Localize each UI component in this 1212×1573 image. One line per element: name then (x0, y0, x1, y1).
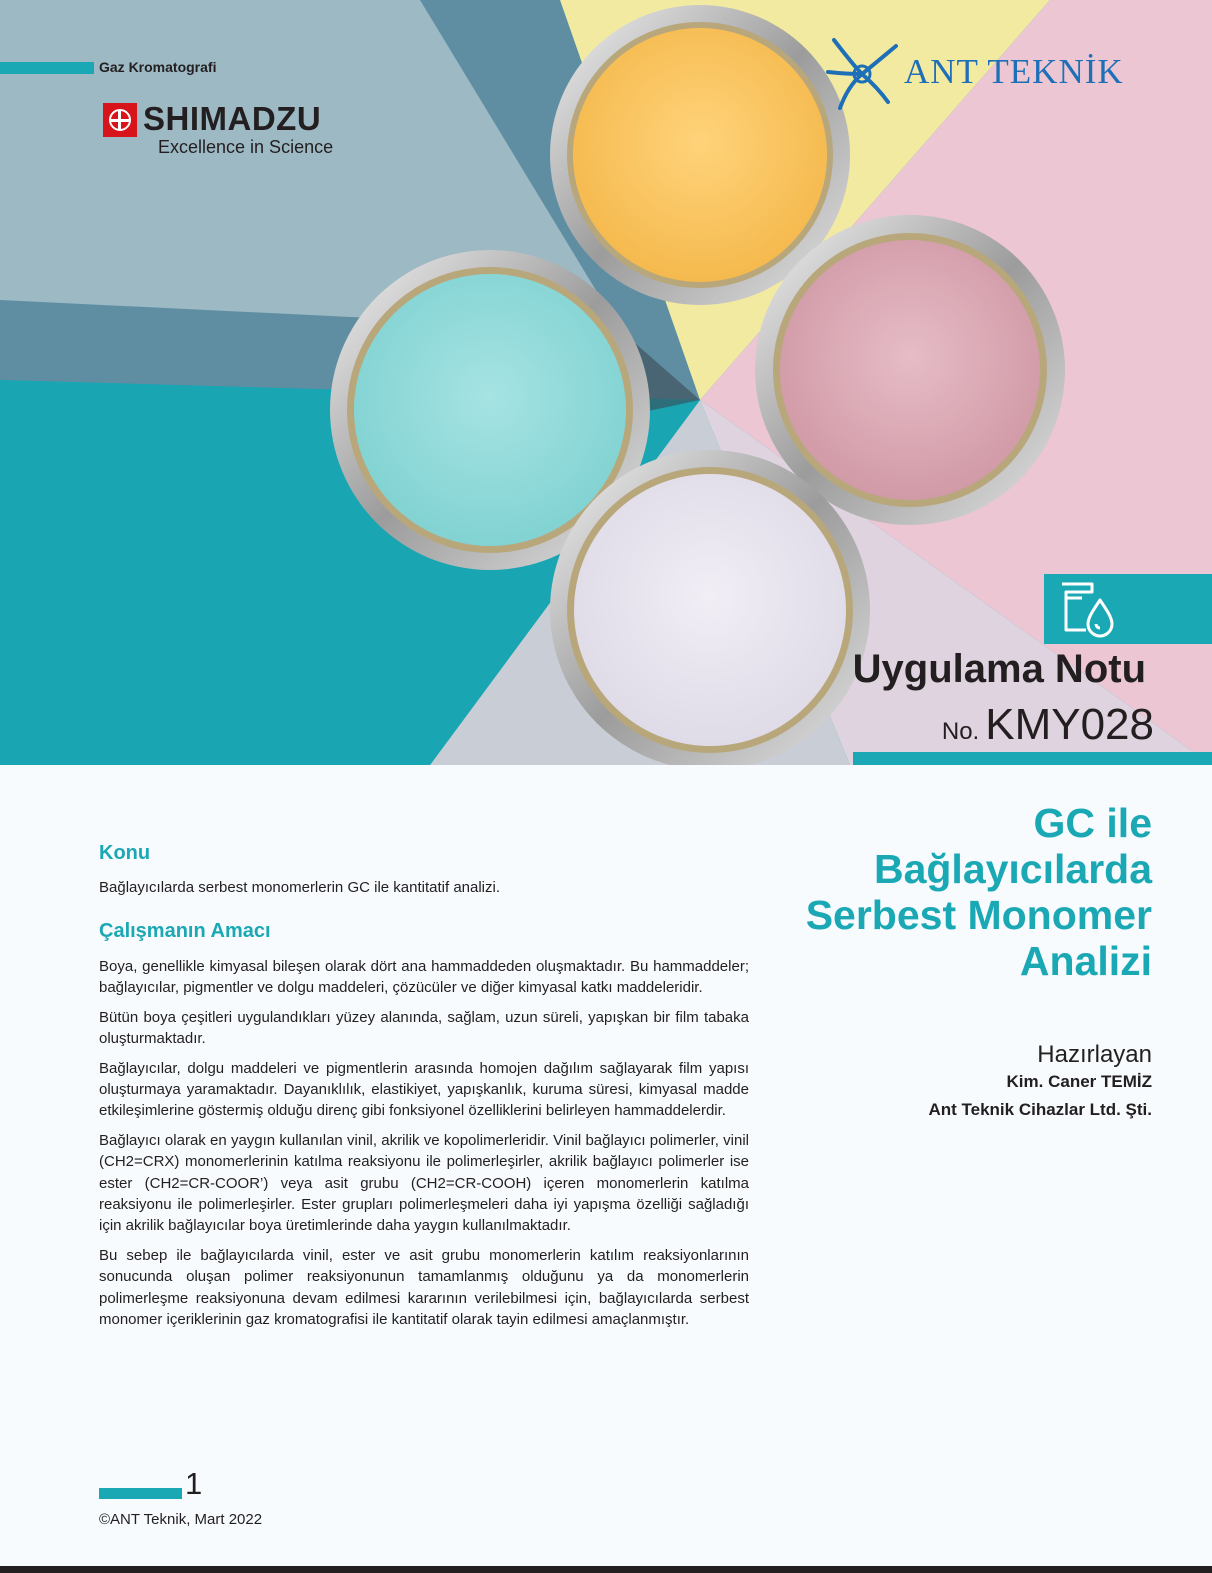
category-label: Gaz Kromatografi (99, 59, 217, 75)
page-number: 1 (185, 1466, 203, 1501)
note-number (942, 700, 1154, 750)
body-paragraph: Bağlayıcılar, dolgu maddeleri ve pigmentlerin arasında homojen dağılım sağlayarak film yapısı oluşturmaya yaramaktadır. Dayanıklılık, elastikiyet, yapışkanlık, kuruma süresi, kimyasal madde etkileşimlerine göstermiş olduğu direnç gibi fonksiyonel özelliklerini belirleyen hammaddelerdir. (99, 1059, 749, 1120)
konu-text: Bağlayıcılarda serbest monomerlerin GC ile kantitatif analizi. (99, 879, 501, 896)
note-number-value: KMY028 (985, 700, 1154, 749)
title-line: Serbest Monomer (805, 892, 1152, 938)
amac-heading: Çalışmanın Amacı (99, 920, 271, 942)
note-icon-box (1044, 574, 1212, 644)
ant-teknik-name: ANT TEKNİK (904, 52, 1124, 91)
title-line: GC ile (1033, 800, 1152, 846)
title-line: Bağlayıcılarda (873, 846, 1152, 892)
shimadzu-logo (103, 101, 363, 161)
prepared-label: Hazırlayan (1037, 1041, 1152, 1068)
prepared-organization: Ant Teknik Cihazlar Ltd. Şti. (928, 1100, 1152, 1119)
ant-star-icon (826, 36, 898, 112)
note-title: Uygulama Notu (852, 647, 1146, 691)
body-column (99, 842, 749, 1331)
ant-teknik-logo (826, 36, 1156, 116)
document-title (732, 800, 1152, 984)
shimadzu-name: SHIMADZU (143, 100, 322, 137)
copyright: ©ANT Teknik, Mart 2022 (99, 1511, 263, 1528)
title-line: Analizi (1019, 938, 1152, 984)
body-paragraph: Bağlayıcı olarak en yaygın kullanılan vinil, akrilik ve kopolimerleridir. Vinil bağlayıcı polimerler, vinil (CH2=CRX) monomerlerinin katılma reaksiyonu ile polimerleşirler, akrilik bağlayıcı polimerler ise ester (CH2=CR-COOR’) veya asit grubu (CH2=CR-COOH) içeren monomerlerin katılma reaksiyonu ile polimerleşirler. Ester grupları polimerleşmeleri daha iyi yapışma özelliği sağladığı için akrilik bağlayıcılar boya üretimlerinde daha yaygın kullanılmaktadır. (99, 1131, 749, 1235)
bottom-rule (0, 1566, 1212, 1573)
hero-image (0, 0, 1212, 765)
body-paragraph: Boya, genellikle kimyasal bileşen olarak dört ana hammaddeden oluşmaktadır. Bu hammaddeler; bağlayıcılar, pigmentler ve dolgu maddeleri, çözücüler ve diğer kimyasal katkı maddeleridir. (99, 958, 749, 997)
prepared-by (928, 1041, 1152, 1120)
note-accent-bar (853, 752, 1212, 765)
shimadzu-mark-icon (103, 103, 137, 137)
prepared-name: Kim. Caner TEMİZ (1006, 1072, 1152, 1091)
page-number-bar (99, 1488, 182, 1499)
shimadzu-tagline: Excellence in Science (158, 137, 334, 157)
note-number-label: No. (941, 718, 980, 745)
category-bar (0, 62, 94, 74)
body-paragraph: Bu sebep ile bağlayıcılarda vinil, ester ve asit grubu monomerlerin katılım reaksiyonlarının sonucunda oluşan polimer reaksiyonunun tamamlanmış olduğunu ya da monomerlerin polimerleşme reaksiyonuna devam edilmesi kararının verilebilmesi için, bağlayıcılarda serbest monomer içeriklerinin gaz kromatografisi ile kantitatif olarak tayin edilmesi amaçlanmıştır. (99, 1246, 749, 1329)
paint-drop-icon (1056, 578, 1116, 640)
konu-heading: Konu (99, 842, 151, 864)
body-paragraph: Bütün boya çeşitleri uygulandıkları yüzey alanında, sağlam, uzun süreli, yapışkan bir film tabaka oluşturmaktadır. (99, 1008, 749, 1048)
